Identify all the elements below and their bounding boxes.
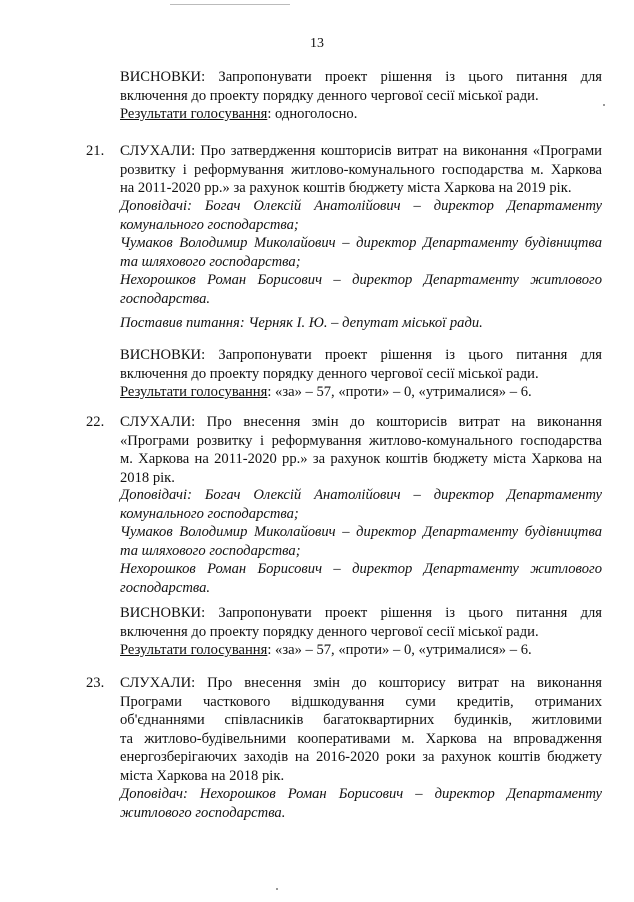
speaker-line: Чумаков Володимир Миколайович – директор Департаменту будівництва xyxy=(120,235,602,251)
speaker-line: господарства. xyxy=(120,579,211,596)
heard-line: та житлово-будівельними кооперативами м. Харкова на впровадження xyxy=(120,730,602,747)
item-21-conclusion xyxy=(120,346,602,402)
scan-edge-line xyxy=(170,4,290,5)
item-22-conclusion xyxy=(120,604,602,660)
item-23-heard xyxy=(120,674,602,785)
item-number-21: 21. xyxy=(86,143,105,159)
heard-line: СЛУХАЛИ: Про затвердження кошторисів витрат на виконання «Програми xyxy=(120,143,602,159)
speaker-line: Доповідачі: Богач Олексій Анатолійович – директор Департаменту xyxy=(120,198,602,214)
heard-line: «Програми розвитку і реформування житлово-комунального господарства xyxy=(120,432,602,449)
conclusion-line: включення до проекту порядку денного чергової сесії міської ради. xyxy=(120,87,539,104)
voting-result-value: : «за» – 57, «проти» – 0, «утрималися» – 6. xyxy=(267,642,532,658)
page-number: 13 xyxy=(310,36,324,51)
heard-line: СЛУХАЛИ: Про внесення змін до кошторису витрат на виконання xyxy=(120,675,602,691)
speaker-line: Доповідач: Нехорошков Роман Борисович – директор Департаменту xyxy=(120,786,602,802)
item-21-raised-by xyxy=(120,314,602,333)
speaker-line: Нехорошков Роман Борисович – директор Департаменту житлового xyxy=(120,272,602,288)
speaker-line: та шляхового господарства; xyxy=(120,253,301,270)
heard-line: енергозберігаючих заходів на 2016-2020 роки за рахунок коштів бюджету xyxy=(120,749,602,765)
heard-line: м. Харкова на 2011-2020 рр.» за рахунок коштів бюджету міста Харкова на xyxy=(120,451,602,467)
heard-line: міста Харкова на 2018 рік. xyxy=(120,767,285,784)
voting-result xyxy=(120,105,602,124)
speaker-line: Доповідачі: Богач Олексій Анатолійович – директор Департаменту xyxy=(120,487,602,503)
conclusion-line: ВИСНОВКИ: Запропонувати проект рішення із цього питання для xyxy=(120,347,602,363)
item-21-speakers xyxy=(120,197,602,308)
conclusion-line: включення до проекту порядку денного чергової сесії міської ради. xyxy=(120,623,539,640)
conclusion-line: ВИСНОВКИ: Запропонувати проект рішення із цього питання для xyxy=(120,69,602,85)
heard-line: 2018 рік. xyxy=(120,469,175,486)
item-23-speakers xyxy=(120,785,602,822)
voting-result xyxy=(120,383,602,402)
conclusion-block-20 xyxy=(120,68,602,124)
scan-speck xyxy=(603,104,605,106)
item-number-22: 22. xyxy=(86,414,105,430)
voting-result-label: Результати голосування xyxy=(120,106,268,122)
voting-result-value: : одноголосно. xyxy=(267,106,358,122)
item-22-speakers xyxy=(120,486,602,597)
item-21-heard xyxy=(120,142,602,198)
speaker-line: житлового господарства. xyxy=(120,804,286,821)
voting-result xyxy=(120,641,602,660)
speaker-line: комунального господарства; xyxy=(120,216,299,233)
raised-by-line: Поставив питання: Черняк І. Ю. – депутат міської ради. xyxy=(120,315,483,331)
speaker-line: Чумаков Володимир Миколайович – директор Департаменту будівництва xyxy=(120,524,602,540)
heard-line: Програми часткового відшкодування суми кредитів, отриманих xyxy=(120,693,602,710)
speaker-line: та шляхового господарства; xyxy=(120,542,301,559)
conclusion-line: ВИСНОВКИ: Запропонувати проект рішення із цього питання для xyxy=(120,605,602,621)
speaker-line: господарства. xyxy=(120,290,211,307)
voting-result-value: : «за» – 57, «проти» – 0, «утрималися» – 6. xyxy=(267,384,532,400)
conclusion-line: включення до проекту порядку денного чергової сесії міської ради. xyxy=(120,365,539,382)
heard-line: СЛУХАЛИ: Про внесення змін до кошторисів витрат на виконання xyxy=(120,414,602,430)
speaker-line: Нехорошков Роман Борисович – директор Департаменту житлового xyxy=(120,561,602,577)
heard-line: розвитку і реформування житлово-комунального господарства м. Харкова xyxy=(120,161,602,178)
heard-line: об'єднаннями співласників багатоквартирних будинків, житловими xyxy=(120,712,602,728)
speaker-line: комунального господарства; xyxy=(120,505,299,522)
heard-line: на 2011-2020 рр.» за рахунок коштів бюджету міста Харкова на 2019 рік. xyxy=(120,180,572,196)
item-22-heard xyxy=(120,413,602,487)
item-number-23: 23. xyxy=(86,675,105,691)
scan-speck xyxy=(276,888,278,890)
voting-result-label: Результати голосування xyxy=(120,642,268,658)
voting-result-label: Результати голосування xyxy=(120,384,268,400)
